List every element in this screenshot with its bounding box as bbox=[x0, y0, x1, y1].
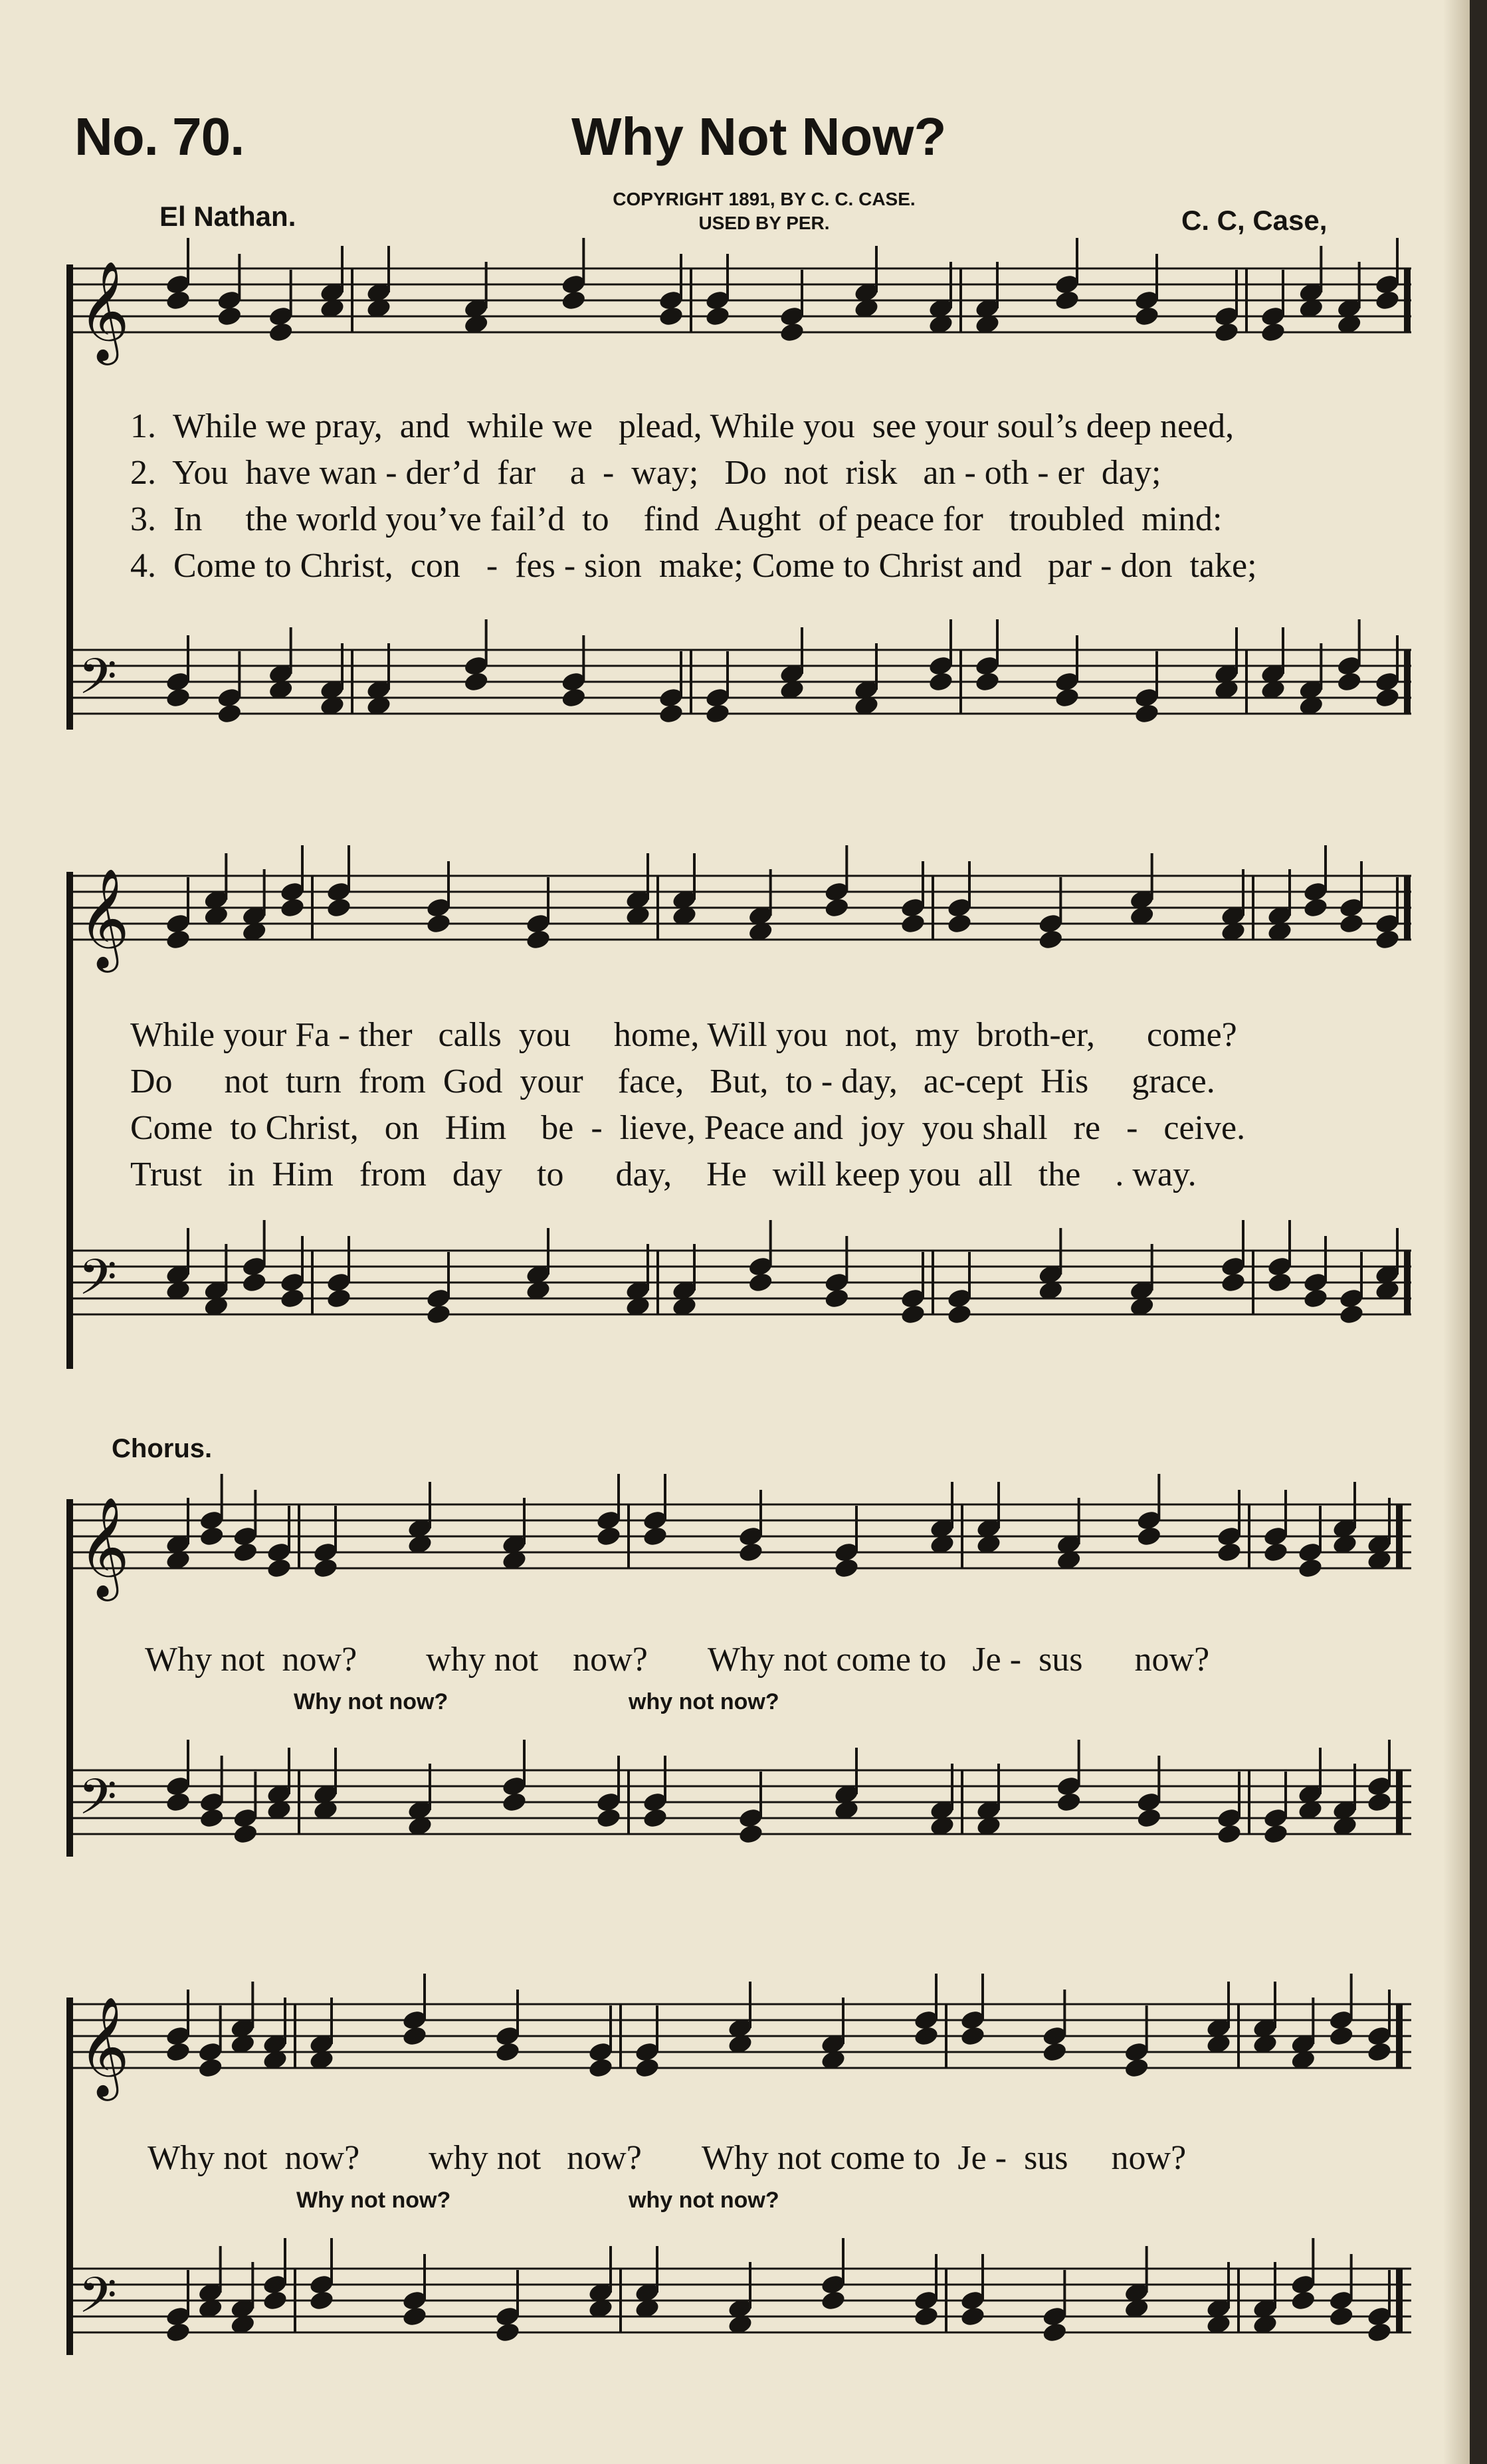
treble-clef-icon: 𝄞 bbox=[78, 1996, 130, 2097]
staff-3 bbox=[0, 863, 1487, 968]
note-head bbox=[959, 2305, 986, 2328]
note-head bbox=[959, 2025, 986, 2047]
note-head bbox=[401, 2025, 428, 2047]
note-head bbox=[1336, 670, 1363, 693]
note-head bbox=[1054, 289, 1080, 312]
note-head bbox=[1134, 305, 1160, 328]
note-head bbox=[913, 2025, 940, 2047]
note-head bbox=[1216, 1541, 1242, 1564]
verse-4-line-a: 4. Come to Christ, con - fes - sion make; Come to Christ and par - don take; bbox=[130, 547, 1257, 585]
verse-4-line-b: Trust in Him from day to day, He will keep you all the . way. bbox=[130, 1156, 1197, 1193]
note-head bbox=[199, 1807, 225, 1829]
note-head bbox=[1374, 289, 1401, 312]
note-head bbox=[1213, 321, 1240, 344]
note-head bbox=[634, 2057, 660, 2079]
note-head bbox=[913, 2305, 940, 2328]
note-head bbox=[1374, 686, 1401, 709]
note-head bbox=[900, 1303, 926, 1326]
staff-1 bbox=[0, 255, 1487, 361]
note-head bbox=[738, 1823, 764, 1845]
note-head bbox=[560, 686, 587, 709]
bass-clef-icon: 𝄢 bbox=[78, 2267, 117, 2336]
verse-1-line-a: 1. While we pray, and while we plead, While you see your soul’s deep need, bbox=[130, 407, 1235, 445]
note-head bbox=[946, 912, 973, 935]
note-head bbox=[199, 1525, 225, 1548]
note-head bbox=[1124, 2057, 1150, 2079]
composer: C. C, Case, bbox=[1181, 205, 1328, 236]
note-head bbox=[928, 670, 954, 693]
note-head bbox=[642, 1525, 668, 1548]
note-head bbox=[1338, 1303, 1365, 1326]
note-head bbox=[501, 1791, 528, 1813]
note-head bbox=[1366, 2321, 1393, 2344]
note-head bbox=[494, 2041, 521, 2063]
note-head bbox=[216, 305, 243, 328]
note-head bbox=[974, 670, 1001, 693]
note-head bbox=[279, 896, 306, 919]
note-head bbox=[266, 1557, 292, 1580]
note-head bbox=[197, 2057, 224, 2079]
note-head bbox=[1216, 1823, 1242, 1845]
chorus-echo-1b: why not now? bbox=[629, 1689, 779, 1714]
treble-clef-icon: 𝄞 bbox=[78, 867, 130, 968]
note-head bbox=[326, 896, 352, 919]
note-head bbox=[165, 928, 191, 951]
note-head bbox=[820, 2289, 846, 2312]
note-head bbox=[463, 670, 490, 693]
note-head bbox=[1366, 1791, 1393, 1813]
hymn-title: Why Not Now? bbox=[571, 107, 947, 166]
note-head bbox=[232, 1541, 258, 1564]
note-head bbox=[1266, 1271, 1293, 1294]
note-head bbox=[1037, 928, 1064, 951]
note-head bbox=[642, 1807, 668, 1829]
verse-3-line-b: Come to Christ, on Him be - lieve, Peace and joy you shall re - ceive. bbox=[130, 1109, 1246, 1147]
note-head bbox=[1262, 1823, 1289, 1845]
note-head bbox=[779, 321, 805, 344]
verse-2-line-a: 2. You have wan - der’d far a - way; Do not risk an - oth - er day; bbox=[130, 454, 1161, 492]
copyright-line-2: USED BY PER. bbox=[698, 213, 830, 233]
chorus-line-2: Why not now? why not now? Why not come to Je - sus now? bbox=[148, 2139, 1187, 2177]
bass-clef-icon: 𝄢 bbox=[78, 1249, 117, 1318]
chorus-echo-1a: Why not now? bbox=[294, 1689, 448, 1714]
note-head bbox=[232, 1823, 258, 1845]
note-head bbox=[401, 2305, 428, 2328]
note-head bbox=[1328, 2025, 1355, 2047]
note-head bbox=[1220, 1271, 1246, 1294]
note-head bbox=[823, 896, 850, 919]
note-head bbox=[268, 321, 294, 344]
note-head bbox=[1041, 2321, 1068, 2344]
note-head bbox=[216, 702, 243, 725]
note-head bbox=[1054, 686, 1080, 709]
verse-3-line-a: 3. In the world you’ve fail’d to find Aught of peace for troubled mind: bbox=[130, 500, 1223, 538]
note-head bbox=[494, 2321, 521, 2344]
note-head bbox=[1262, 1541, 1289, 1564]
note-head bbox=[165, 1791, 191, 1813]
page-edge-shadow bbox=[1443, 0, 1470, 2464]
treble-clef-icon: 𝄞 bbox=[78, 260, 130, 361]
note-head bbox=[595, 1525, 622, 1548]
chorus-echo-2a: Why not now? bbox=[296, 2188, 451, 2213]
note-head bbox=[525, 928, 551, 951]
note-head bbox=[587, 2057, 614, 2079]
note-head bbox=[704, 305, 731, 328]
note-head bbox=[658, 702, 684, 725]
note-head bbox=[1302, 896, 1329, 919]
note-head bbox=[308, 2289, 335, 2312]
note-head bbox=[1041, 2041, 1068, 2063]
note-head bbox=[1134, 702, 1160, 725]
note-head bbox=[1366, 2041, 1393, 2063]
note-head bbox=[165, 686, 191, 709]
note-head bbox=[425, 912, 452, 935]
note-head bbox=[658, 305, 684, 328]
note-head bbox=[1290, 2289, 1316, 2312]
note-head bbox=[312, 1557, 339, 1580]
note-head bbox=[326, 1287, 352, 1310]
note-head bbox=[738, 1541, 764, 1564]
note-head bbox=[1338, 912, 1365, 935]
verse-2-line-b: Do not turn from God your face, But, to - day, ac-cept His grace. bbox=[130, 1063, 1215, 1100]
note-head bbox=[1136, 1525, 1162, 1548]
copyright-notice bbox=[578, 187, 950, 235]
chorus-label: Chorus. bbox=[112, 1434, 213, 1463]
note-head bbox=[165, 289, 191, 312]
note-head bbox=[279, 1287, 306, 1310]
note-head bbox=[1328, 2305, 1355, 2328]
staff-6 bbox=[0, 1757, 1487, 1850]
note-head bbox=[595, 1807, 622, 1829]
page-edge bbox=[1470, 0, 1487, 2464]
note-head bbox=[833, 1557, 860, 1580]
verse-1-line-b: While your Fa - ther calls you home, Will you not, my broth-er, come? bbox=[130, 1016, 1237, 1054]
chorus-line-1: Why not now? why not now? Why not come to Je - sus now? bbox=[145, 1641, 1210, 1679]
staff-5 bbox=[0, 1491, 1487, 1597]
note-head bbox=[1302, 1287, 1329, 1310]
note-head bbox=[165, 2321, 191, 2344]
treble-clef-icon: 𝄞 bbox=[78, 1496, 130, 1597]
note-head bbox=[900, 912, 926, 935]
staff-4 bbox=[0, 1237, 1487, 1330]
note-head bbox=[560, 289, 587, 312]
lyricist: El Nathan. bbox=[159, 201, 296, 232]
note-head bbox=[1297, 1557, 1324, 1580]
note-head bbox=[1056, 1791, 1082, 1813]
note-head bbox=[1260, 321, 1286, 344]
note-head bbox=[747, 1271, 774, 1294]
note-head bbox=[823, 1287, 850, 1310]
note-head bbox=[241, 1271, 268, 1294]
note-head bbox=[165, 2041, 191, 2063]
note-head bbox=[704, 702, 731, 725]
note-head bbox=[425, 1303, 452, 1326]
bass-clef-icon: 𝄢 bbox=[78, 1768, 117, 1838]
note-head bbox=[262, 2289, 288, 2312]
chorus-echo-2b: why not now? bbox=[629, 2188, 779, 2213]
staff-7 bbox=[0, 1991, 1487, 2097]
bass-clef-icon: 𝄢 bbox=[78, 648, 117, 718]
note-head bbox=[1136, 1807, 1162, 1829]
staff-8 bbox=[0, 2255, 1487, 2348]
note-head bbox=[946, 1303, 973, 1326]
hymn-number: No. 70. bbox=[74, 107, 245, 166]
note-head bbox=[1374, 928, 1401, 951]
staff-2 bbox=[0, 637, 1487, 730]
copyright-line-1: COPYRIGHT 1891, BY C. C. CASE. bbox=[613, 189, 916, 209]
